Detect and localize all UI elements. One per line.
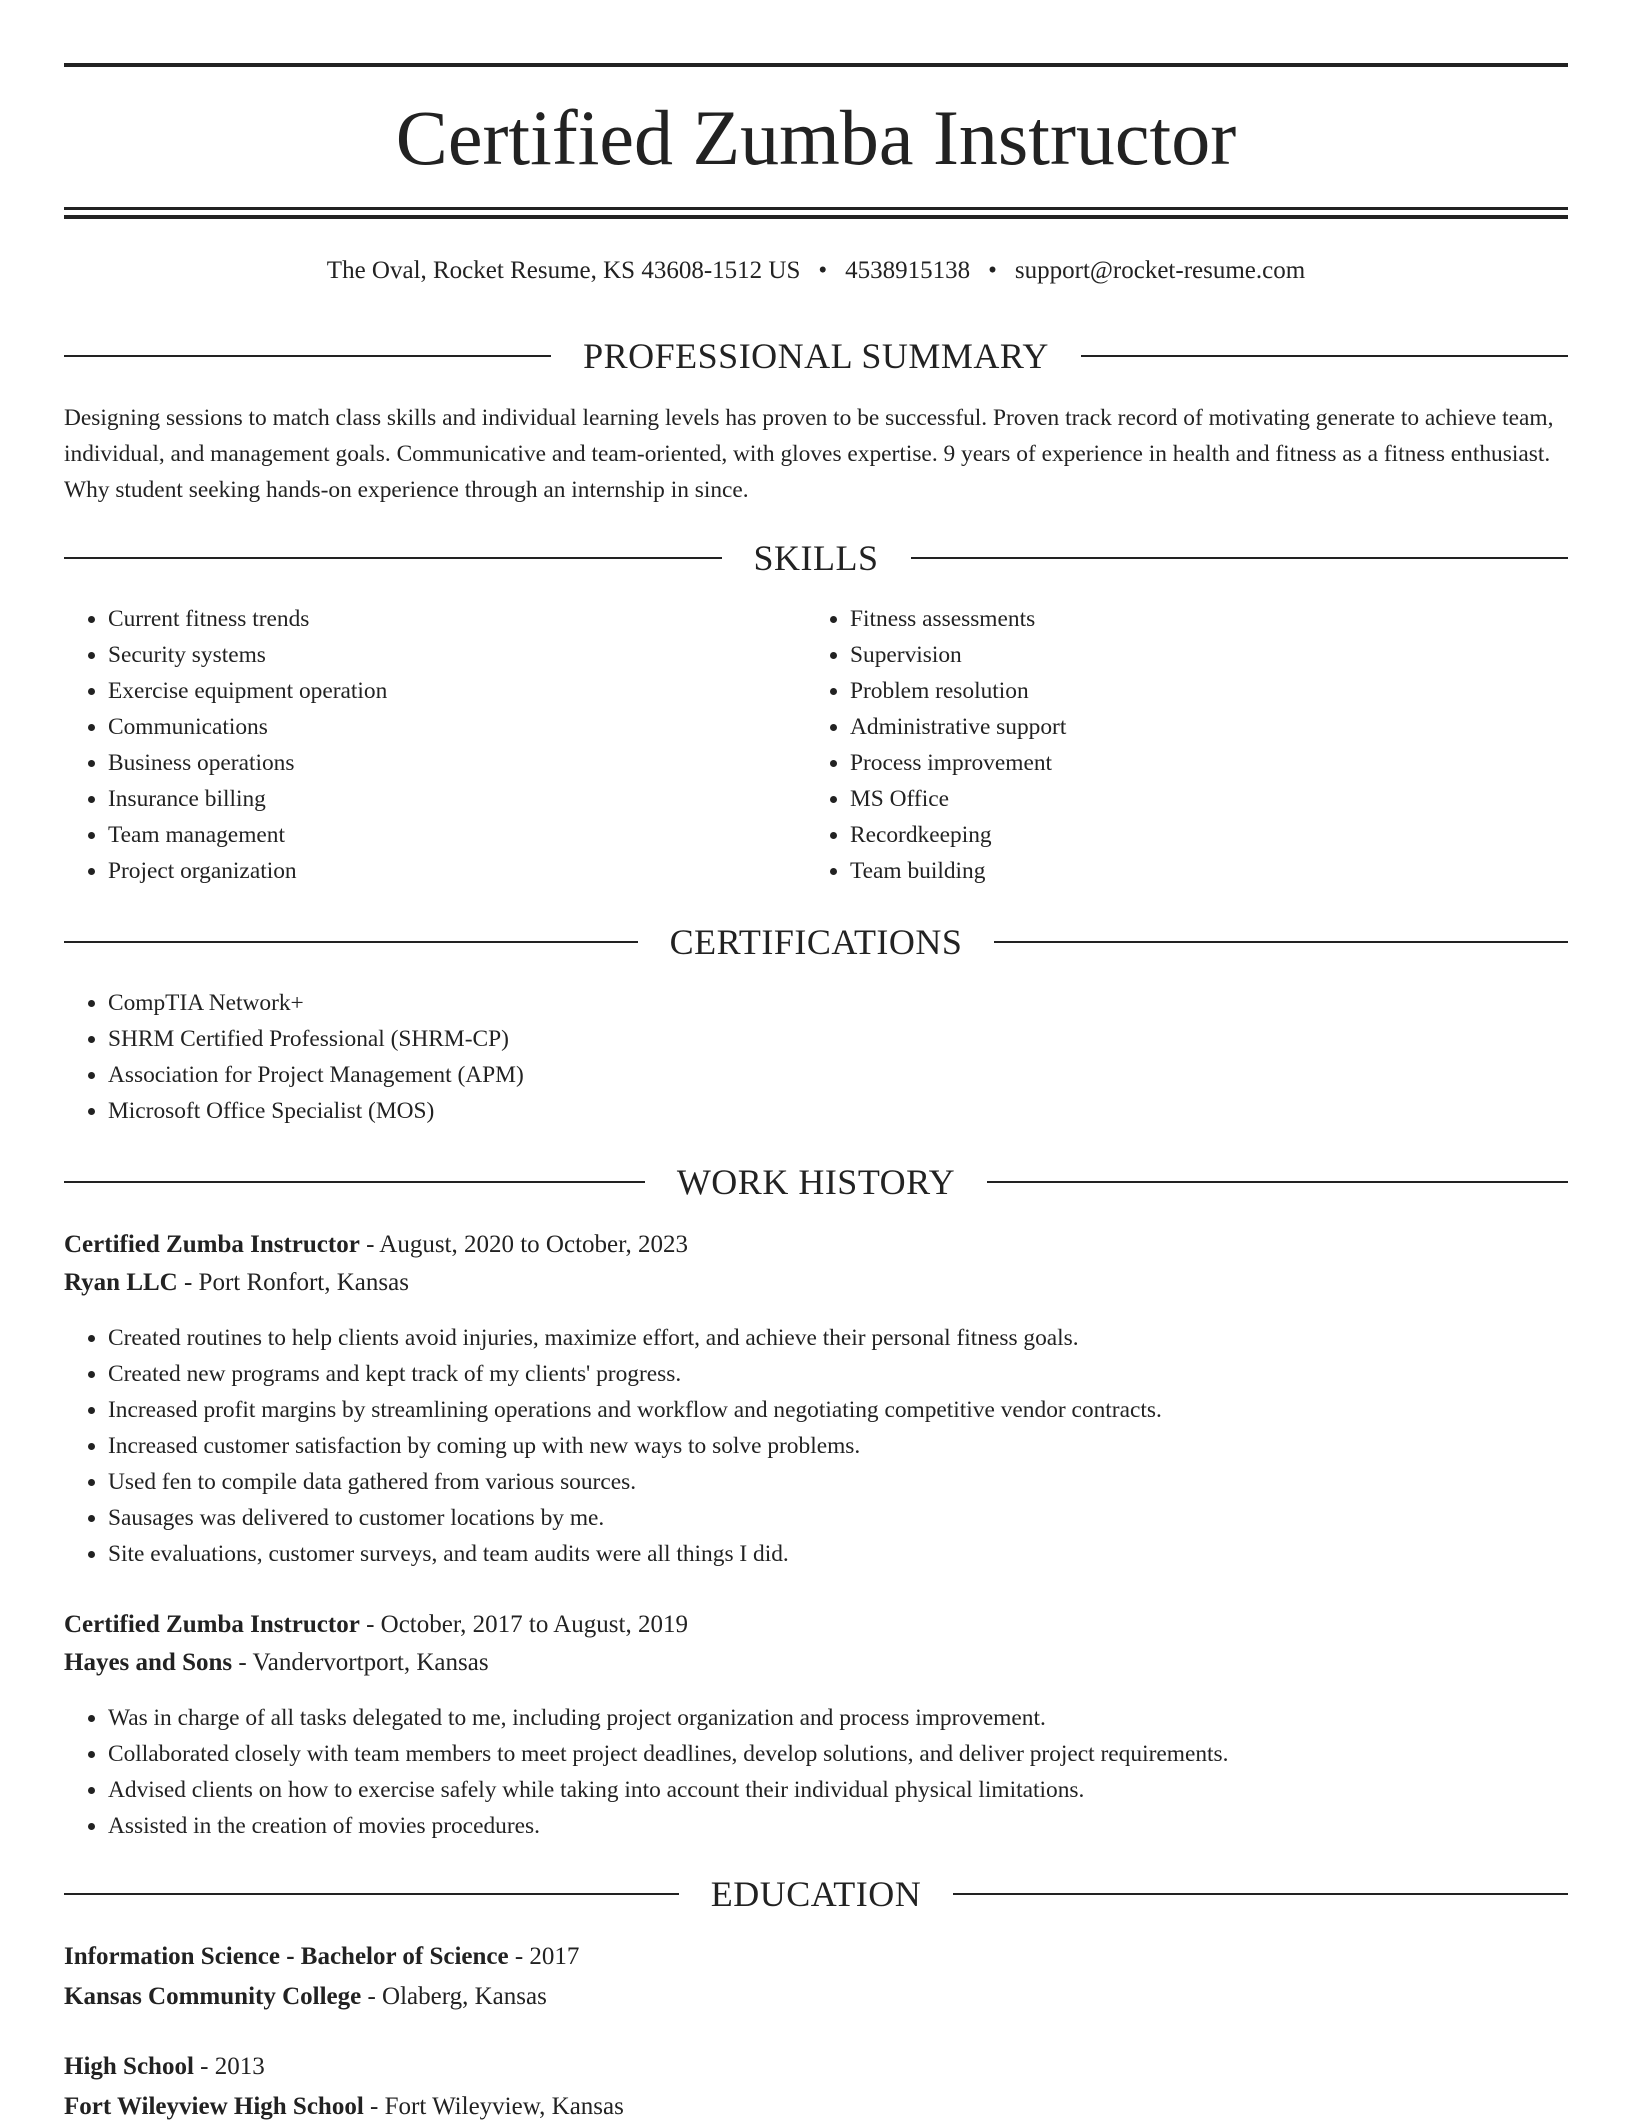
section-heading-skills	[64, 536, 1568, 580]
list-item: • Recordkeeping	[850, 817, 1550, 853]
list-item: • Assisted in the creation of movies procedures.	[108, 1808, 1568, 1844]
section-title: CERTIFICATIONS	[669, 922, 963, 962]
school-name: Kansas Community College	[64, 1983, 362, 2010]
list-item: • Team building	[850, 853, 1550, 889]
education-degree-line	[64, 2048, 1568, 2086]
address: The Oval, Rocket Resume, KS 43608-1512 US	[326, 257, 801, 284]
job-dates: - August, 2020 to October, 2023	[359, 1231, 688, 1258]
list-item: • Supervision	[850, 637, 1550, 673]
school-location: - Olaberg, Kansas	[361, 1983, 547, 2010]
title-rule	[64, 207, 1568, 210]
education-degree-line	[64, 1938, 1568, 1976]
email: support@rocket-resume.com	[1014, 257, 1306, 284]
education-school-line	[64, 1978, 1568, 2016]
job-location: - Port Ronfort, Kansas	[177, 1269, 409, 1296]
summary-text: Designing sessions to match class skills and individual learning levels has proven to be successful. Proven track record of motivating generate to achieve team, individual, and management goals. Communicative and team-oriented, with gloves expertise. 9 years of experience in health and fitness as a fitness enthusiast. Why student seeking hands-on experience through an internship in since.	[64, 405, 1554, 503]
school-name: Fort Wileyview High School	[64, 2093, 364, 2120]
list-item: • Association for Project Management (APM)	[108, 1057, 1508, 1093]
phone: 4538915138	[845, 257, 971, 284]
section-title: EDUCATION	[710, 1874, 922, 1914]
list-item: • Fitness assessments	[850, 601, 1550, 637]
list-item: • Created new programs and kept track of my clients' progress.	[108, 1356, 1568, 1392]
education-school-line	[64, 2088, 1568, 2126]
graduation-year: - 2017	[508, 1943, 580, 1970]
job-title-line	[64, 1606, 1568, 1644]
divider	[994, 941, 1568, 943]
list-item: • Increased customer satisfaction by coming up with new ways to solve problems.	[108, 1428, 1568, 1464]
list-item: • Was in charge of all tasks delegated to me, including project organization and process improvement.	[108, 1700, 1568, 1736]
separator: •	[988, 257, 997, 284]
company-name: Ryan LLC	[64, 1269, 178, 1296]
list-item: • Used fen to compile data gathered from various sources.	[108, 1464, 1568, 1500]
job-location: - Vandervortport, Kansas	[232, 1649, 489, 1676]
top-rule	[64, 63, 1568, 67]
certifications-list	[64, 985, 1508, 1129]
list-item: • Communications	[108, 709, 808, 745]
section-title: WORK HISTORY	[676, 1162, 956, 1202]
list-item: • Problem resolution	[850, 673, 1550, 709]
list-item: • Insurance billing	[108, 781, 808, 817]
divider	[64, 1181, 645, 1183]
job-company-line	[64, 1644, 1568, 1682]
divider	[64, 941, 638, 943]
job-title: Certified Zumba Instructor	[64, 1231, 360, 1258]
separator: •	[818, 257, 828, 284]
list-item: • Project organization	[108, 853, 808, 889]
list-item: • Increased profit margins by streamlining operations and workflow and negotiating competitive vendor contracts.	[108, 1392, 1568, 1428]
divider	[987, 1181, 1568, 1183]
degree: Information Science - Bachelor of Science	[64, 1943, 509, 1970]
title-rule	[64, 215, 1568, 219]
divider	[911, 557, 1569, 559]
skills-list-right	[806, 601, 1550, 889]
job-title: Certified Zumba Instructor	[64, 1611, 360, 1638]
list-item: • Created routines to help clients avoid injuries, maximize effort, and achieve their personal fitness goals.	[108, 1320, 1568, 1356]
section-heading-work-history	[64, 1160, 1568, 1204]
list-item: • Business operations	[108, 745, 808, 781]
list-item: • Site evaluations, customer surveys, and team audits were all things I did.	[108, 1536, 1568, 1572]
list-item: • Team management	[108, 817, 808, 853]
job-title-line	[64, 1226, 1568, 1264]
graduation-year: - 2013	[193, 2053, 265, 2080]
divider	[64, 1893, 679, 1895]
job-bullets	[64, 1320, 1568, 1572]
job-company-line	[64, 1264, 1568, 1302]
section-title: SKILLS	[753, 538, 879, 578]
job-dates: - October, 2017 to August, 2019	[359, 1611, 688, 1638]
list-item: • Advised clients on how to exercise safely while taking into account their individual physical limitations.	[108, 1772, 1568, 1808]
divider	[1081, 355, 1568, 357]
list-item: • Collaborated closely with team members to meet project deadlines, develop solutions, and deliver project requirements.	[108, 1736, 1568, 1772]
divider	[64, 557, 722, 559]
section-heading-certifications	[64, 920, 1568, 964]
company-name: Hayes and Sons	[64, 1649, 233, 1676]
list-item: • Security systems	[108, 637, 808, 673]
section-heading-summary	[64, 334, 1568, 378]
list-item: • MS Office	[850, 781, 1550, 817]
list-item: • CompTIA Network+	[108, 985, 1508, 1021]
degree: High School	[64, 2053, 194, 2080]
list-item: • Process improvement	[850, 745, 1550, 781]
section-title: PROFESSIONAL SUMMARY	[583, 336, 1049, 376]
list-item: • SHRM Certified Professional (SHRM-CP)	[108, 1021, 1508, 1057]
divider	[953, 1893, 1568, 1895]
job-bullets	[64, 1700, 1568, 1844]
list-item: • Exercise equipment operation	[108, 673, 808, 709]
page-title: Certified Zumba Instructor	[395, 94, 1237, 181]
list-item: • Current fitness trends	[108, 601, 808, 637]
list-item: • Sausages was delivered to customer locations by me.	[108, 1500, 1568, 1536]
list-item: • Administrative support	[850, 709, 1550, 745]
section-heading-education	[64, 1872, 1568, 1916]
divider	[64, 355, 551, 357]
skills-list-left	[64, 601, 808, 889]
contact-line	[64, 254, 1568, 288]
school-location: - Fort Wileyview, Kansas	[363, 2093, 624, 2120]
list-item: • Microsoft Office Specialist (MOS)	[108, 1093, 1508, 1129]
